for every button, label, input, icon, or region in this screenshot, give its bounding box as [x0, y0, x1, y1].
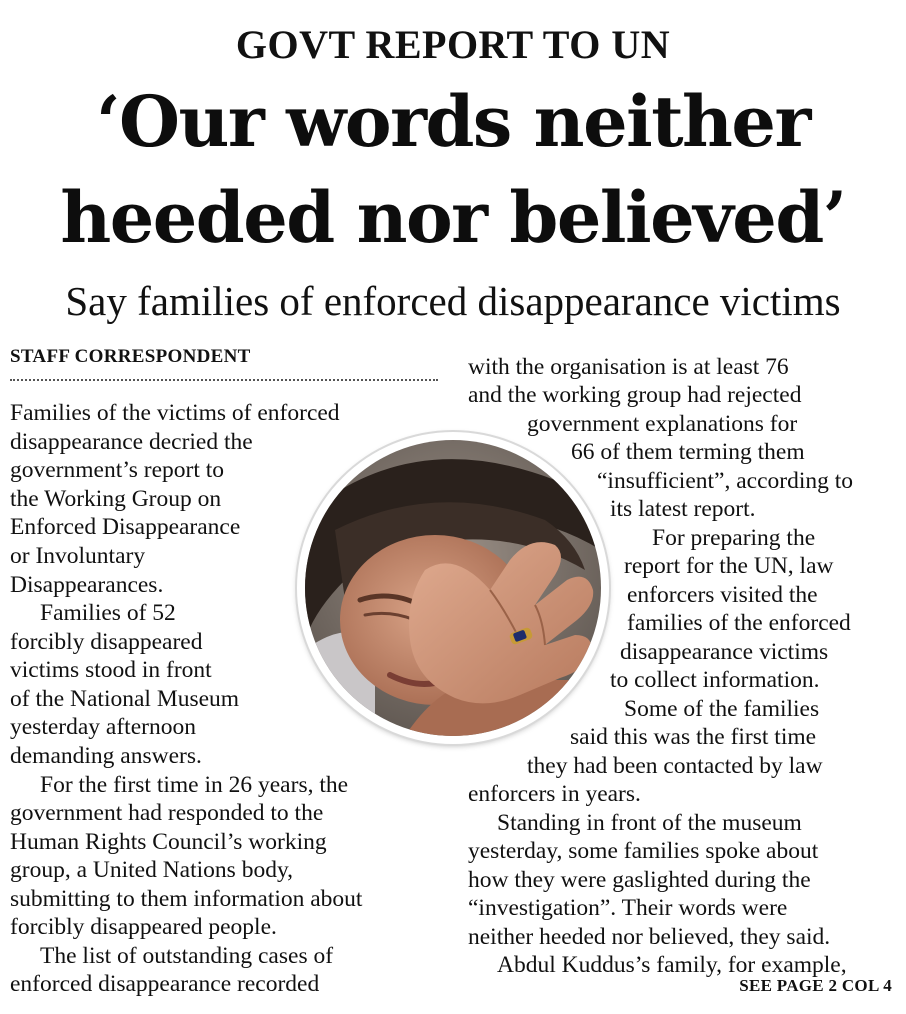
col1-line: group, a United Nations body, [10, 857, 294, 883]
col1-line: demanding answers. [10, 743, 202, 769]
col2-line: For preparing the [652, 525, 816, 551]
col2-line: to collect information. [610, 667, 820, 693]
col2-line: they had been contacted by law [527, 753, 823, 779]
col2-line: Standing in front of the museum [497, 810, 802, 836]
col2-line: 66 of them terming them [571, 439, 805, 465]
col2-line: enforcers in years. [468, 781, 641, 807]
col2-line: government explanations for [527, 411, 798, 437]
headline [0, 74, 906, 266]
col1-line: forcibly disappeared people. [10, 914, 277, 940]
col2-line: and the working group had rejected [468, 382, 802, 408]
col2-line: neither heeded nor believed, they said. [468, 924, 831, 950]
photo-illustration [305, 440, 601, 736]
col1-line: Families of the victims of enforced [10, 400, 340, 426]
col1-line: The list of outstanding cases of [40, 943, 334, 969]
col1-line: the Working Group on [10, 486, 222, 512]
byline: STAFF CORRESPONDENT [10, 346, 251, 367]
col1-line: For the first time in 26 years, the [40, 772, 349, 798]
col1-line: Human Rights Council’s working [10, 829, 327, 855]
continued-on[interactable]: SEE PAGE 2 COL 4 [739, 976, 892, 995]
kicker: GOVT REPORT TO UN [235, 22, 671, 67]
col1-line: Disappearances. [10, 572, 164, 598]
crying-woman-photo [297, 432, 609, 744]
col2-line: “investigation”. Their words were [468, 895, 788, 921]
headline-line-2: heeded nor believed’ [60, 176, 846, 259]
col1-line: of the National Museum [10, 686, 240, 712]
col1-line: submitting to them information about [10, 886, 363, 912]
col1-line: government’s report to [10, 457, 225, 483]
col2-line: with the organisation is at least 76 [468, 354, 789, 380]
byline-divider [10, 379, 438, 381]
col1-line: victims stood in front [10, 657, 212, 683]
col1-line: Families of 52 [40, 600, 176, 626]
subhead: Say families of enforced disappearance victims [65, 278, 841, 324]
col2-line: families of the enforced [627, 610, 851, 636]
col2-line: Abdul Kuddus’s family, for example, [497, 952, 847, 978]
col1-line: disappearance decried the [10, 429, 253, 455]
headline-line-1: ‘Our words neither [96, 80, 810, 163]
col1-line: enforced disappearance recorded [10, 971, 320, 997]
col2-line: yesterday, some families spoke about [468, 838, 819, 864]
col2-line: Some of the families [624, 696, 820, 722]
col2-line: “insufficient”, according to [597, 468, 854, 494]
col1-line: or Involuntary [10, 543, 146, 569]
col2-line: its latest report. [610, 496, 756, 522]
col2-line: said this was the first time [570, 724, 817, 750]
col2-line: disappearance victims [620, 639, 829, 665]
col1-line: yesterday afternoon [10, 714, 196, 740]
col2-line: enforcers visited the [627, 582, 818, 608]
col2-line: how they were gaslighted during the [468, 867, 811, 893]
col2-line: report for the UN, law [624, 553, 834, 579]
col1-line: government had responded to the [10, 800, 324, 826]
col1-line: forcibly disappeared [10, 629, 203, 655]
col1-line: Enforced Disappearance [10, 514, 241, 540]
